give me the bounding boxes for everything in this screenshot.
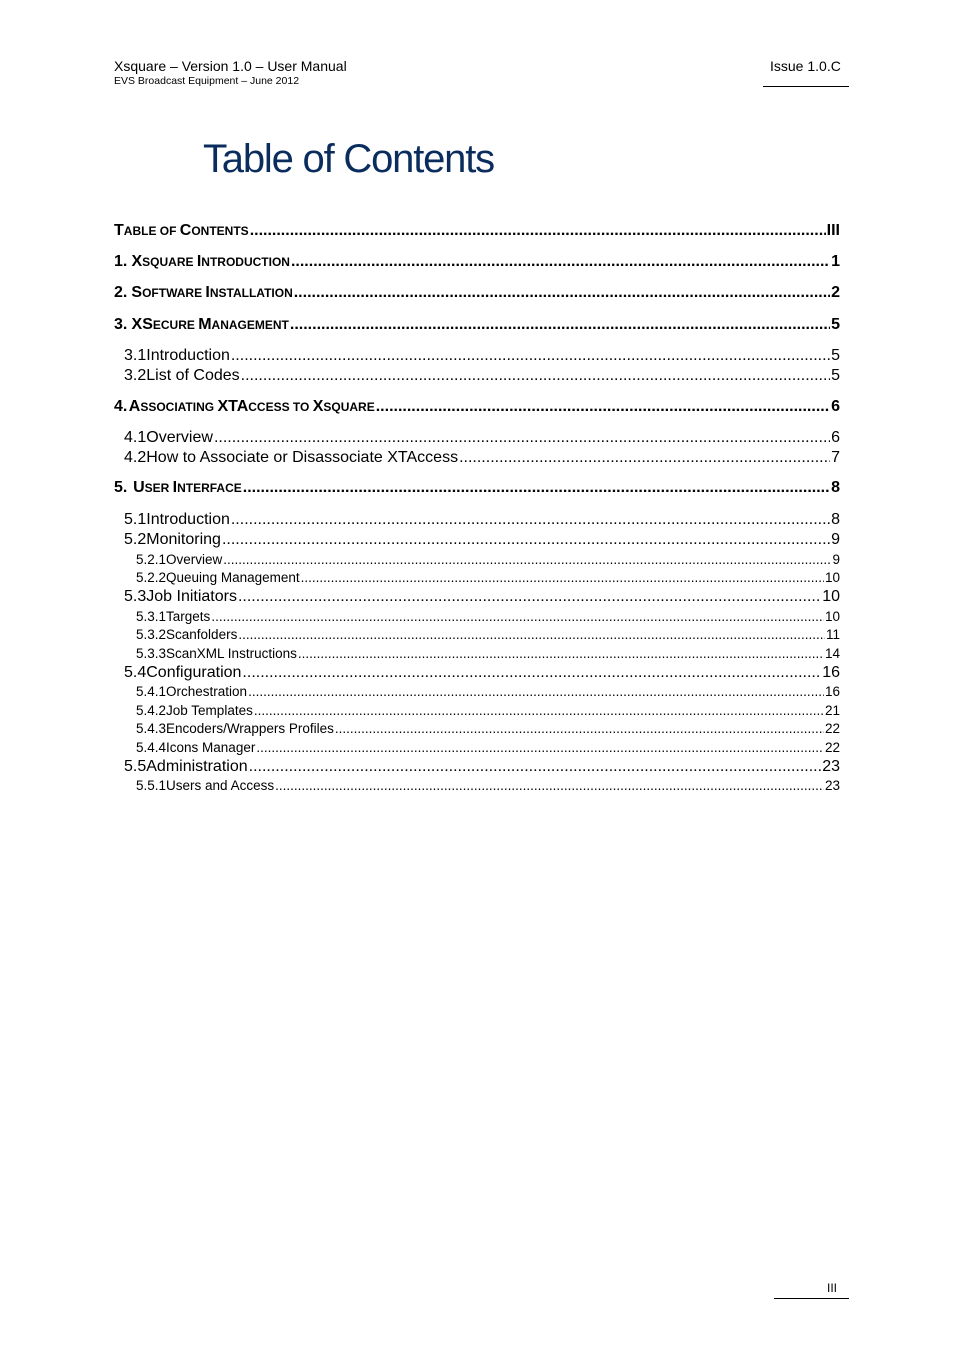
toc-page: 14 <box>824 646 840 661</box>
toc-page: 6 <box>831 429 840 446</box>
toc-page: 16 <box>822 664 840 681</box>
toc-label: Targets <box>166 609 211 624</box>
toc-number: 2. <box>114 284 128 301</box>
toc-section-5-5[interactable] <box>124 758 840 776</box>
dot-leader <box>298 646 824 661</box>
toc-page: 16 <box>824 684 840 699</box>
dot-leader <box>256 740 824 755</box>
toc-page: 7 <box>831 449 840 466</box>
toc-page: 5 <box>831 367 840 384</box>
toc-number: 4.2 <box>124 449 147 466</box>
toc-subsection-5-2-1[interactable] <box>136 552 840 567</box>
dot-leader <box>223 552 831 567</box>
toc-chapter-label: XSECURE MANAGEMENT <box>131 316 289 333</box>
footer-rule <box>774 1298 849 1299</box>
toc-page: 1 <box>831 253 840 270</box>
dot-leader <box>301 570 824 585</box>
toc-subsection-5-4-3[interactable] <box>136 721 840 736</box>
dot-leader <box>275 778 824 793</box>
dot-leader <box>291 253 830 271</box>
toc-label: Scanfolders <box>166 627 238 642</box>
toc-number: 5.3 <box>124 588 147 605</box>
toc-page: 23 <box>824 778 840 793</box>
toc-section-3-2[interactable] <box>124 367 840 385</box>
toc-chapter-label: USER INTERFACE <box>133 479 242 496</box>
toc-number: 4. <box>114 398 128 415</box>
toc-page: 2 <box>831 284 840 301</box>
toc-number: 5. <box>114 479 128 496</box>
dot-leader <box>254 703 824 718</box>
toc-page: 8 <box>831 479 840 496</box>
dot-leader <box>376 398 830 416</box>
toc-number: 5.2 <box>124 531 147 548</box>
dot-leader <box>290 316 830 334</box>
toc-label: Icons Manager <box>166 740 256 755</box>
toc-number: 5.3.2 <box>136 627 167 642</box>
toc-subsection-5-4-4[interactable] <box>136 740 840 755</box>
dot-leader <box>249 758 822 776</box>
toc-section-5-2[interactable] <box>124 531 840 549</box>
dot-leader <box>248 684 824 699</box>
toc-page: 10 <box>822 588 840 605</box>
toc-subsection-5-3-1[interactable] <box>136 609 840 624</box>
toc-entry-page: III <box>826 222 840 239</box>
toc-label: Orchestration <box>166 684 248 699</box>
dot-leader <box>231 347 830 365</box>
toc-number: 5.4 <box>124 664 147 681</box>
toc-section-3-1[interactable] <box>124 347 840 365</box>
dot-leader <box>238 627 825 642</box>
toc-label: ScanXML Instructions <box>166 646 297 661</box>
toc-entry-label: TABLE OF CONTENTS <box>114 222 249 239</box>
toc-number: 5.4.2 <box>136 703 167 718</box>
toc-page: 22 <box>824 721 840 736</box>
toc-section-5-1[interactable] <box>124 511 840 529</box>
toc-chapter-label: XSQUARE INTRODUCTION <box>131 253 290 270</box>
toc-page: 8 <box>831 511 840 528</box>
dot-leader <box>459 449 830 467</box>
dot-leader <box>222 531 830 549</box>
toc-page: 10 <box>824 570 840 585</box>
toc-page: 22 <box>824 740 840 755</box>
dot-leader <box>294 284 830 302</box>
toc-number: 1. <box>114 253 128 270</box>
toc-page: 23 <box>822 758 840 775</box>
toc-subsection-5-3-3[interactable] <box>136 646 840 661</box>
toc-label: Configuration <box>146 664 242 681</box>
toc-entry-table-of-contents[interactable] <box>114 222 840 240</box>
toc-label: Encoders/Wrappers Profiles <box>166 721 334 736</box>
toc-number: 5.2.2 <box>136 570 167 585</box>
toc-section-5-3[interactable] <box>124 588 840 606</box>
dot-leader <box>335 721 824 736</box>
toc-label: Overview <box>166 552 223 567</box>
dot-leader <box>243 479 830 497</box>
toc-subsection-5-4-1[interactable] <box>136 684 840 699</box>
toc-label: Queuing Management <box>166 570 300 585</box>
dot-leader <box>250 222 826 240</box>
document-subtitle: EVS Broadcast Equipment – June 2012 <box>114 75 300 87</box>
toc-page: 5 <box>831 316 840 333</box>
toc-chapter-label: ASSOCIATING XTACCESS TO XSQUARE <box>128 398 375 415</box>
toc-section-4-2[interactable] <box>124 449 840 467</box>
toc-page: 11 <box>825 627 840 642</box>
toc-label: Monitoring <box>146 531 221 548</box>
page-footer <box>774 1281 849 1299</box>
toc-label: Job Initiators <box>146 588 237 605</box>
dot-leader <box>214 429 830 447</box>
toc-number: 3. <box>114 316 128 333</box>
toc-number: 5.4.3 <box>136 721 167 736</box>
toc-label: Job Templates <box>166 703 253 718</box>
toc-subsection-5-2-2[interactable] <box>136 570 840 585</box>
toc-number: 5.4.1 <box>136 684 167 699</box>
toc-subsection-5-3-2[interactable] <box>136 627 840 642</box>
page-title: Table of Contents <box>203 137 494 181</box>
toc-number: 4.1 <box>124 429 147 446</box>
toc-chapter-1[interactable] <box>114 253 840 271</box>
dot-leader <box>231 511 830 529</box>
page-number: III <box>826 1281 837 1295</box>
toc-number: 5.4.4 <box>136 740 167 755</box>
toc-section-5-4[interactable] <box>124 664 840 682</box>
toc-label: Users and Access <box>166 778 275 793</box>
toc-chapter-3[interactable] <box>114 316 840 334</box>
dot-leader <box>211 609 824 624</box>
toc-label: Administration <box>146 758 248 775</box>
toc-page: 9 <box>832 552 840 567</box>
toc-number: 5.3.3 <box>136 646 167 661</box>
toc-page: 5 <box>831 347 840 364</box>
dot-leader <box>238 588 821 606</box>
toc-page: 6 <box>831 398 840 415</box>
toc-number: 5.2.1 <box>136 552 167 567</box>
dot-leader <box>242 664 821 682</box>
toc-page: 10 <box>824 609 840 624</box>
toc-label: Introduction <box>146 347 230 364</box>
toc-subsection-5-4-2[interactable] <box>136 703 840 718</box>
toc-chapter-label: SOFTWARE INSTALLATION <box>131 284 293 301</box>
toc-chapter-5[interactable] <box>114 479 840 497</box>
dot-leader <box>241 367 830 385</box>
toc-chapter-4[interactable] <box>114 398 840 416</box>
toc-number: 5.5.1 <box>136 778 167 793</box>
toc-label: Introduction <box>146 511 230 528</box>
toc-subsection-5-5-1[interactable] <box>136 778 840 793</box>
toc-number: 5.3.1 <box>136 609 167 624</box>
toc-page: 9 <box>831 531 840 548</box>
toc-label: Overview <box>146 429 213 446</box>
toc-label: How to Associate or Disassociate XTAccess <box>146 449 459 466</box>
document-title: Xsquare – Version 1.0 – User Manual <box>114 58 347 74</box>
toc-page: 21 <box>824 703 840 718</box>
toc-number: 3.1 <box>124 347 147 364</box>
toc-section-4-1[interactable] <box>124 429 840 447</box>
toc-chapter-2[interactable] <box>114 284 840 302</box>
toc-number: 5.5 <box>124 758 147 775</box>
toc-number: 5.1 <box>124 511 147 528</box>
issue-number: Issue 1.0.C <box>770 58 841 74</box>
toc-label: List of Codes <box>146 367 240 384</box>
toc-number: 3.2 <box>124 367 147 384</box>
